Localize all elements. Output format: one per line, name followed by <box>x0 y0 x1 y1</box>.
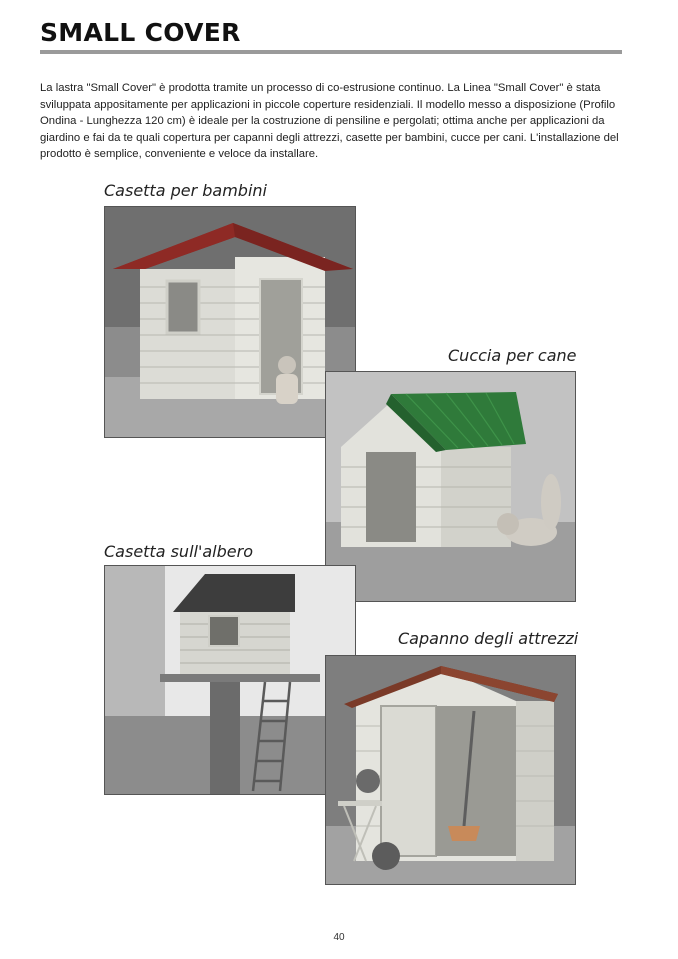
page-title: SMALL COVER <box>40 18 241 47</box>
caption-playhouse: Casetta per bambini <box>104 181 267 200</box>
caption-doghouse: Cuccia per cane <box>448 346 577 365</box>
playhouse-photo <box>104 206 356 438</box>
intro-paragraph: La lastra "Small Cover" è prodotta tramite un processo di co-estrusione continuo. La Linea "Small Cover" è stata sviluppata appositamente per applicazioni in piccole coperture residenziali. Il modello messo a disposizione (Profilo Ondina - Lunghezza 120 cm) è ideale per la costruzione di pensiline e pergolati; ottima anche per applicazioni da giardino e fai da te quali copertura per capanni degli attrezzi, casette per bambini, cucce per cani. L'installazione del prodotto è semplice, conveniente e veloce da installare. <box>40 82 619 161</box>
title-divider <box>40 50 622 54</box>
doghouse-photo <box>325 371 576 602</box>
treehouse-photo <box>104 565 356 795</box>
page-number: 40 <box>333 932 345 943</box>
caption-treehouse: Casetta sull'albero <box>104 542 253 561</box>
caption-tool-shed: Capanno degli attrezzi <box>398 629 579 648</box>
tool-shed-photo <box>325 655 576 885</box>
